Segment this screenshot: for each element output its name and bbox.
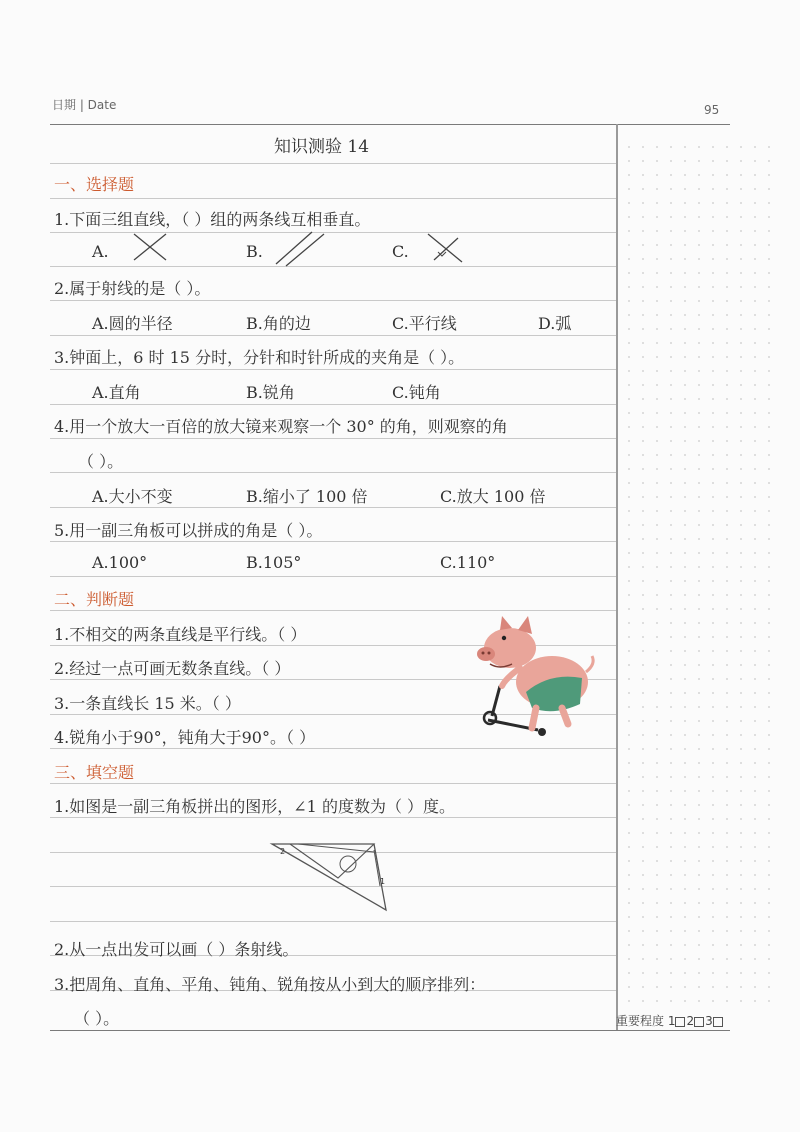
checkbox-level-1[interactable]: [675, 1017, 685, 1027]
rule-line: [50, 817, 616, 818]
page-number: 95: [704, 103, 720, 117]
section-heading-choice: 一、选择题: [54, 175, 135, 194]
option-a: A.100°: [92, 553, 148, 572]
option-b: B.锐角: [246, 383, 295, 402]
option-c: C.钝角: [392, 383, 441, 402]
question-text-continued: （ ）。: [78, 452, 124, 471]
rule-line: [50, 541, 616, 542]
option-b: B.缩小了 100 倍: [246, 487, 368, 506]
question-text: 2.属于射线的是（ ）。: [54, 279, 211, 298]
option-b: B.角的边: [246, 314, 311, 333]
rule-line: [50, 472, 616, 473]
rule-line: [50, 163, 616, 164]
fill-question: 3.把周角、直角、平角、钝角、锐角按从小到大的顺序排列：: [54, 975, 486, 994]
section-heading-fill: 三、填空题: [54, 763, 135, 782]
figure-label-angle-2: 2: [280, 847, 286, 856]
footer-rule: [50, 1030, 730, 1031]
question-text: 3.钟面上，6 时 15 分时，分针和时针所成的夹角是（ ）。: [54, 348, 465, 367]
rule-line: [50, 438, 616, 439]
importance-rating: [616, 1012, 724, 1029]
rule-line: [50, 576, 616, 577]
question-text: 1.下面三组直线，（ ）组的两条线互相垂直。: [54, 210, 371, 229]
judge-question: 4.锐角小于90°，钝角大于90°。（ ）: [54, 728, 316, 747]
option-c: C.: [392, 242, 409, 261]
importance-level-1: 1: [667, 1014, 676, 1028]
fill-question: 1.如图是一副三角板拼出的图形，∠1 的度数为（ ）度。: [54, 797, 456, 816]
page-title: 知识测验 14: [274, 137, 370, 157]
header-rule: [50, 124, 730, 125]
rule-line: [50, 507, 616, 508]
rule-line: [50, 610, 616, 611]
option-b: B.105°: [246, 553, 302, 572]
checkbox-level-2[interactable]: [694, 1017, 704, 1027]
rule-line: [50, 198, 616, 199]
rule-line: [50, 335, 616, 336]
figure-label-angle-1: 1: [380, 877, 386, 886]
importance-level-2: 2: [686, 1014, 695, 1028]
question-text: 4.用一个放大一百倍的放大镜来观察一个 30° 的角，则观察的角: [54, 417, 508, 436]
option-a: A.圆的半径: [92, 314, 173, 333]
rule-line: [50, 369, 616, 370]
fill-question: 2.从一点出发可以画（ ）条射线。: [54, 940, 299, 959]
rule-line: [50, 748, 616, 749]
judge-question: 3.一条直线长 15 米。（ ）: [54, 694, 241, 713]
option-c-figure: [422, 230, 466, 266]
judge-question: 2.经过一点可画无数条直线。（ ）: [54, 659, 291, 678]
margin-divider: [616, 124, 618, 1030]
option-c: C.平行线: [392, 314, 457, 333]
option-a: A.大小不变: [92, 487, 173, 506]
pig-scooter-illustration: [470, 612, 600, 742]
checkbox-level-3[interactable]: [713, 1017, 723, 1027]
question-text: 5.用一副三角板可以拼成的角是（ ）。: [54, 521, 323, 540]
rule-line: [50, 783, 616, 784]
option-a-figure: [128, 230, 172, 264]
judge-question: 1.不相交的两条直线是平行线。（ ）: [54, 625, 307, 644]
rule-line: [50, 266, 616, 267]
importance-level-3: 3: [705, 1014, 713, 1028]
option-c: C.110°: [440, 553, 496, 572]
option-b-figure: [272, 228, 328, 268]
option-d: D.弧: [538, 314, 572, 333]
date-label: 日期 | Date: [52, 98, 117, 112]
option-b: B.: [246, 242, 263, 261]
rule-line: [50, 404, 616, 405]
option-a: A.: [92, 242, 109, 261]
option-a: A.直角: [92, 383, 141, 402]
fill-question-continued: （ ）。: [74, 1009, 120, 1028]
section-heading-judge: 二、判断题: [54, 590, 135, 609]
importance-label: 重要程度: [616, 1014, 665, 1028]
rule-line: [50, 921, 616, 922]
rule-line: [50, 300, 616, 301]
option-c: C.放大 100 倍: [440, 487, 546, 506]
dot-grid-panel: [622, 140, 770, 1010]
triangle-ruler-figure: [268, 840, 396, 914]
